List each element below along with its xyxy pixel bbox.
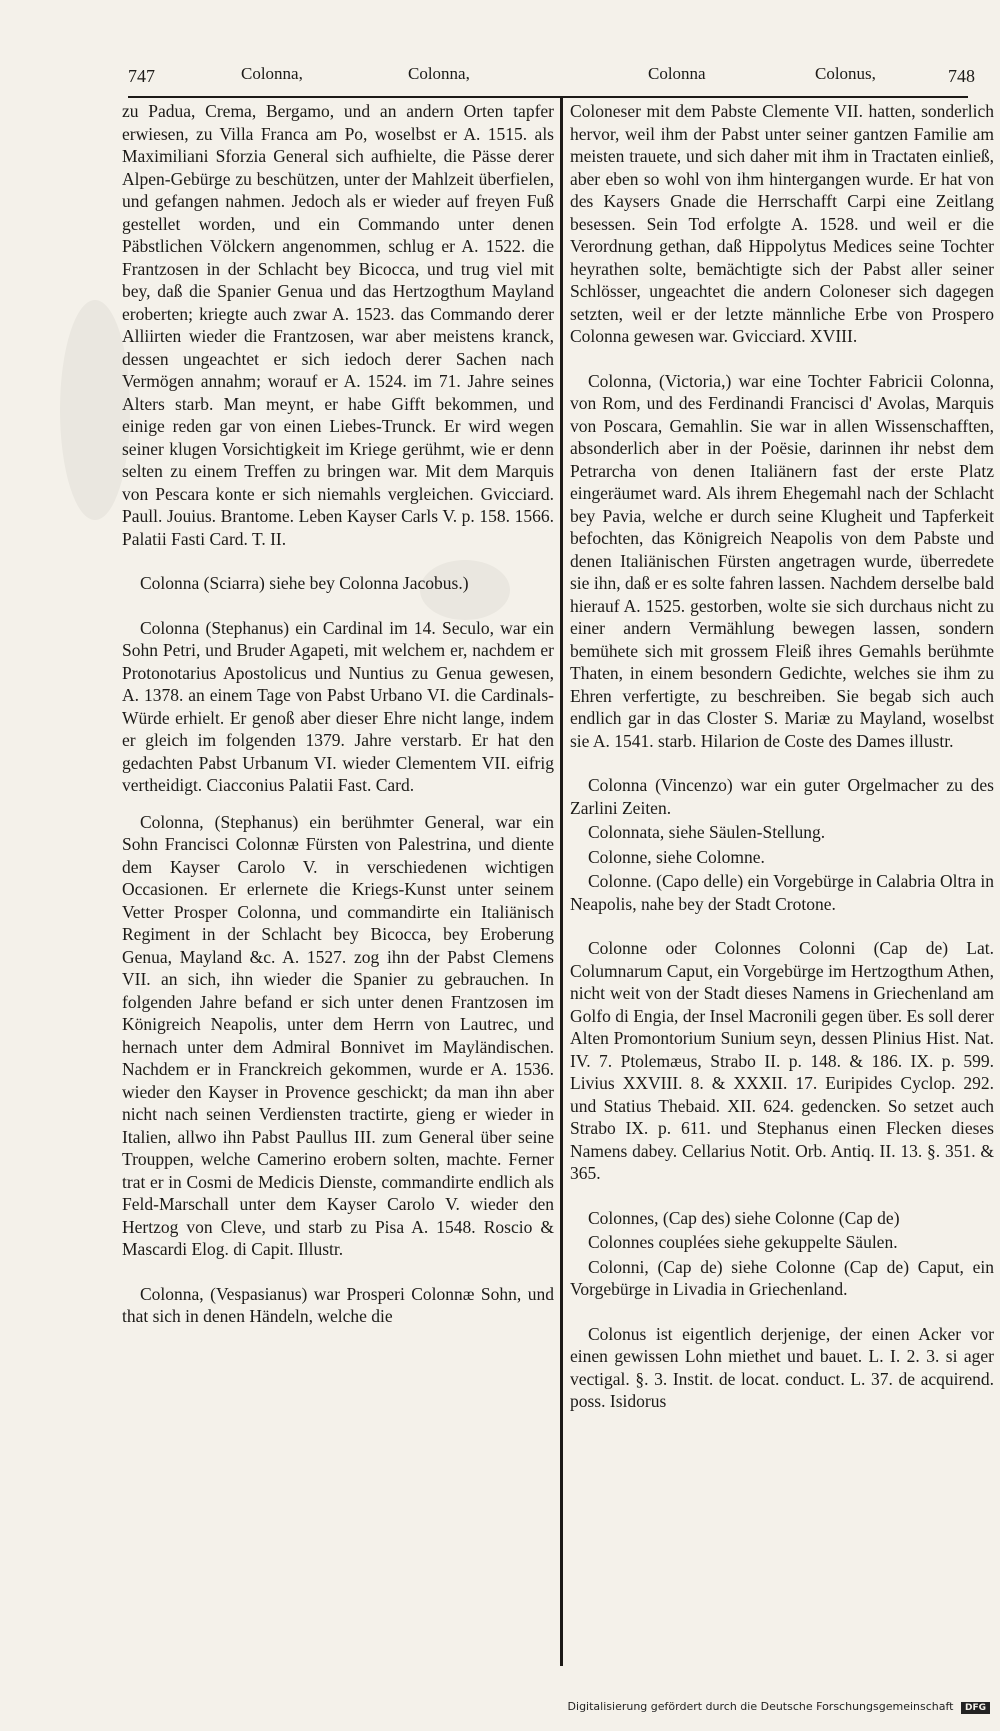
left-page-number: 747 [128, 66, 155, 86]
right-header-keyword: Colonna [648, 64, 706, 83]
footer-text: Digitalisierung gefördert durch die Deutsche Forschungsgemeinschaft [567, 1700, 954, 1713]
right-header-keyword: Colonus, [815, 64, 876, 83]
running-header [128, 60, 975, 100]
right-page-number: 748 [948, 66, 975, 86]
entry-paragraph: zu Padua, Crema, Bergamo, und an andern Orten tapfer erwiesen, zu Villa Franca am Po, woselbst er A. 1515. als Maximiliani Sforzia General sich aufhielte, die Pässe derer Alpen-Gebürge zu beschützen, unter der Mahlzeit überfielen, und gefangen nahmen. Jedoch als er wieder auf freyen Fuß gestellet worden, und ein Commando unter denen Päbstlichen Völckern angenommen, schlug er A. 1522. die Frantzosen in der Schlacht bey Bicocca, und trug viel mit bey, daß die Spanier Genua und das Hertzogthum Mayland eroberten; kriegte auch zwar A. 1523. das Commando derer Alliirten wieder die Frantzosen, war aber meistens kranck, dessen ungeachtet er sich iedoch derer Sachen nach Vermögen annahm; worauf er A. 1524. im 71. Jahre seines Alters starb. Man meynt, er habe Gifft bekommen, und einige reden gar von einen Liebes-Trunck. Er wird wegen seiner klugen Vorsichtigkeit im Kriege gerühmt, wie er denn selten zu einem Treffen zu bringen war. Mit dem Marquis von Pescara konte er sich niemahls vergleichen. Gvicciard. Paull. Jouius. Brantome. Leben Kayser Carls V. p. 158. 1566. Palatii Fasti Card. T. II. [122, 101, 554, 549]
entry-paragraph: Colonna, (Vespasianus) war Prosperi Colonnæ Sohn, und that sich in denen Händeln, welche die [122, 1283, 554, 1326]
digitization-footer [470, 1700, 990, 1722]
entry-paragraph: Colonna (Stephanus) ein Cardinal im 14. Seculo, war ein Sohn Petri, und Bruder Agapeti, mit welchem er, nachdem er Protonotarius Apostolicus und Nuntius zu Genua gewesen, A. 1378. an einem Tage von Pabst Urbano VI. die Cardinals-Würde erhielt. Er genoß aber dieser Ehre nicht lange, indem er gleich im folgenden 1379. Jahre verstarb. Er hat den gedachten Pabst Urbanum VI. wieder Clementem VII. eifrig vertheidigt. Ciacconius Palatii Fast. Card. [122, 617, 554, 795]
entry-paragraph: Colonnes, (Cap des) siehe Colonne (Cap de) [588, 1207, 900, 1228]
entry-paragraph: Colonne, siehe Colomne. [588, 846, 765, 867]
left-header-keyword: Colonna, [408, 64, 470, 83]
dfg-badge: DFG [961, 1702, 990, 1714]
entry-paragraph: Colonnata, siehe Säulen-Stellung. [588, 822, 826, 842]
left-header-keyword: Colonna, [241, 64, 303, 83]
entry-paragraph: Colonna, (Stephanus) ein berühmter General, war ein Sohn Francisci Colonnæ Fürsten von Palestrina, und diente dem Kayser Carolo V. in verschiedenen wichtigen Occasionen. Er erlernete die Kriegs-Kunst unter seinem Vetter Prosper Colonna, und commandirte ein Italiänisch Regiment in der Schlacht bey Bicocca, bey Eroberung Genua, Mayland &c. A. 1527. zog ihn der Pabst Clemens VII. an sich, ihn wieder die Spanier zu gebrauchen. In folgenden Jahre befand er sich unter denen Frantzosen im Königreich Neapolis, unter dem Herrn von Lautrec, und hernach unter dem Admiral Bonnivet im Mayländischen. Nachdem er in Franckreich gekommen, wurde er A. 1536. wieder den Kayser in Provence geschickt; da man ihn aber nicht nach seinen Verdiensten tractirte, gieng er wieder in Italien, allwo ihn Pabst Paullus III. zum General über seine Trouppen, welche Camerino erobern solten, machte. Ferner trat er in Cosmi de Medicis Dienste, commandirte endlich als Feld-Marschall unter dem Kayser Carolo V. wieder den Hertzog von Cleve, und starb zu Pisa A. 1548. Roscio & Mascardi Elog. di Capit. Illustr. [122, 811, 554, 1259]
left-column [122, 100, 554, 1660]
entry-paragraph: Colonni, (Cap de) siehe Colonne (Cap de) Caput, ein Vorgebürge in Livadia in Griechenland. [570, 1256, 994, 1299]
entry-paragraph: Colonus ist eigentlich derjenige, der einen Acker vor einen gewissen Lohn miethet und bauet. L. I. 2. 3. si ager vectigal. §. 3. Instit. de locat. conduct. L. 37. de acquirend. poss. Isidorus [570, 1323, 994, 1411]
entry-paragraph: Coloneser mit dem Pabste Clemente VII. hatten, sonderlich hervor, weil ihm der Pabst unter seiner gantzen Familie am meisten trauete, und sich daher mit ihm in Tractaten einließ, aber eben so wohl von ihm hintergangen wurde. Er hat von des Kaysers Gnade die Herrschafft Carpi eine Zeitlang besessen. Sein Tod erfolgte A. 1528. und weil er die Verordnung gethan, daß Hippolytus Medices seine Tochter heyrathen solte, bemächtigte sich der Pabst aller seiner Schlösser, ungeachtet die andern Coloneser sich dagegen setzten, weil er der letzte männliche Erbe von Prospero Colonna gewesen war. Gvicciard. XVIII. [570, 101, 994, 346]
entry-paragraph: Colonna (Vincenzo) war ein guter Orgelmacher zu des Zarlini Zeiten. [570, 775, 994, 818]
page-stain [60, 300, 130, 520]
entry-paragraph: Colonna, (Victoria,) war eine Tochter Fabricii Colonna, von Rom, und des Ferdinandi Francisci d' Avolas, Marquis von Poscara, Gemahlin. Sie war in allen Wissenschafften, absonderlich aber in der Poësie, darinnen ihr nebst dem Petrarcha von denen Italiänern fast der erste Platz eingeräumet ward. Als ihrem Ehegemahl nach der Schlacht bey Pavia, welche er durch seine Klugheit und Tapferkeit befochten, das Königreich Neapolis von dem Pabste und denen Italiänischen Fürsten angetragen wurde, überredete sie ihn, daß er es solte fahren lassen. Nachdem derselbe bald hierauf A. 1525. gestorben, wolte sie sich durchaus nicht zu einer andern Vermählung bewegen lassen, sondern bemühete sich mit grossem Fleiß ihres Gemahls berühmte Thaten, in einem besondern Gedichte, welches sie ihm zu Ehren verfertigte, zu beschreiben. Sie begab sich auch endlich gar in das Closter S. Mariæ zu Mayland, woselbst sie A. 1541. starb. Hilarion de Coste des Dames illustr. [570, 370, 994, 751]
entry-paragraph: Colonna (Sciarra) siehe bey Colonna Jacobus.) [140, 573, 469, 593]
entry-paragraph: Colonnes couplées siehe gekuppelte Säulen. [588, 1232, 898, 1252]
column-divider [560, 96, 563, 1666]
header-rule [128, 96, 968, 98]
entry-paragraph: Colonne. (Capo delle) ein Vorgebürge in Calabria Oltra in Neapolis, nahe bey der Stadt Crotone. [570, 871, 994, 914]
entry-paragraph: Colonne oder Colonnes Colonni (Cap de) Lat. Columnarum Caput, ein Vorgebürge im Hertzogthum Athen, nicht weit von der Stadt dieses Namens in Griechenland am Golfo di Engia, der Insel Macronili gegen über. Es soll derer Alten Promontorium Sunium seyn, dessen Plinius Hist. Nat. IV. 7. Ptolemæus, Strabo II. p. 148. & 186. IX. p. 599. Livius XXVIII. 8. & XXXII. 17. Euripides Cyclop. 292. und Statius Thebaid. XII. 624. gedencken. So setzet auch Strabo IX. p. 611. und Stephanus einen Flecken dieses Namens dabey. Cellarius Notit. Orb. Antiq. II. 13. §. 351. & 365. [570, 938, 994, 1183]
right-column [570, 100, 994, 1660]
